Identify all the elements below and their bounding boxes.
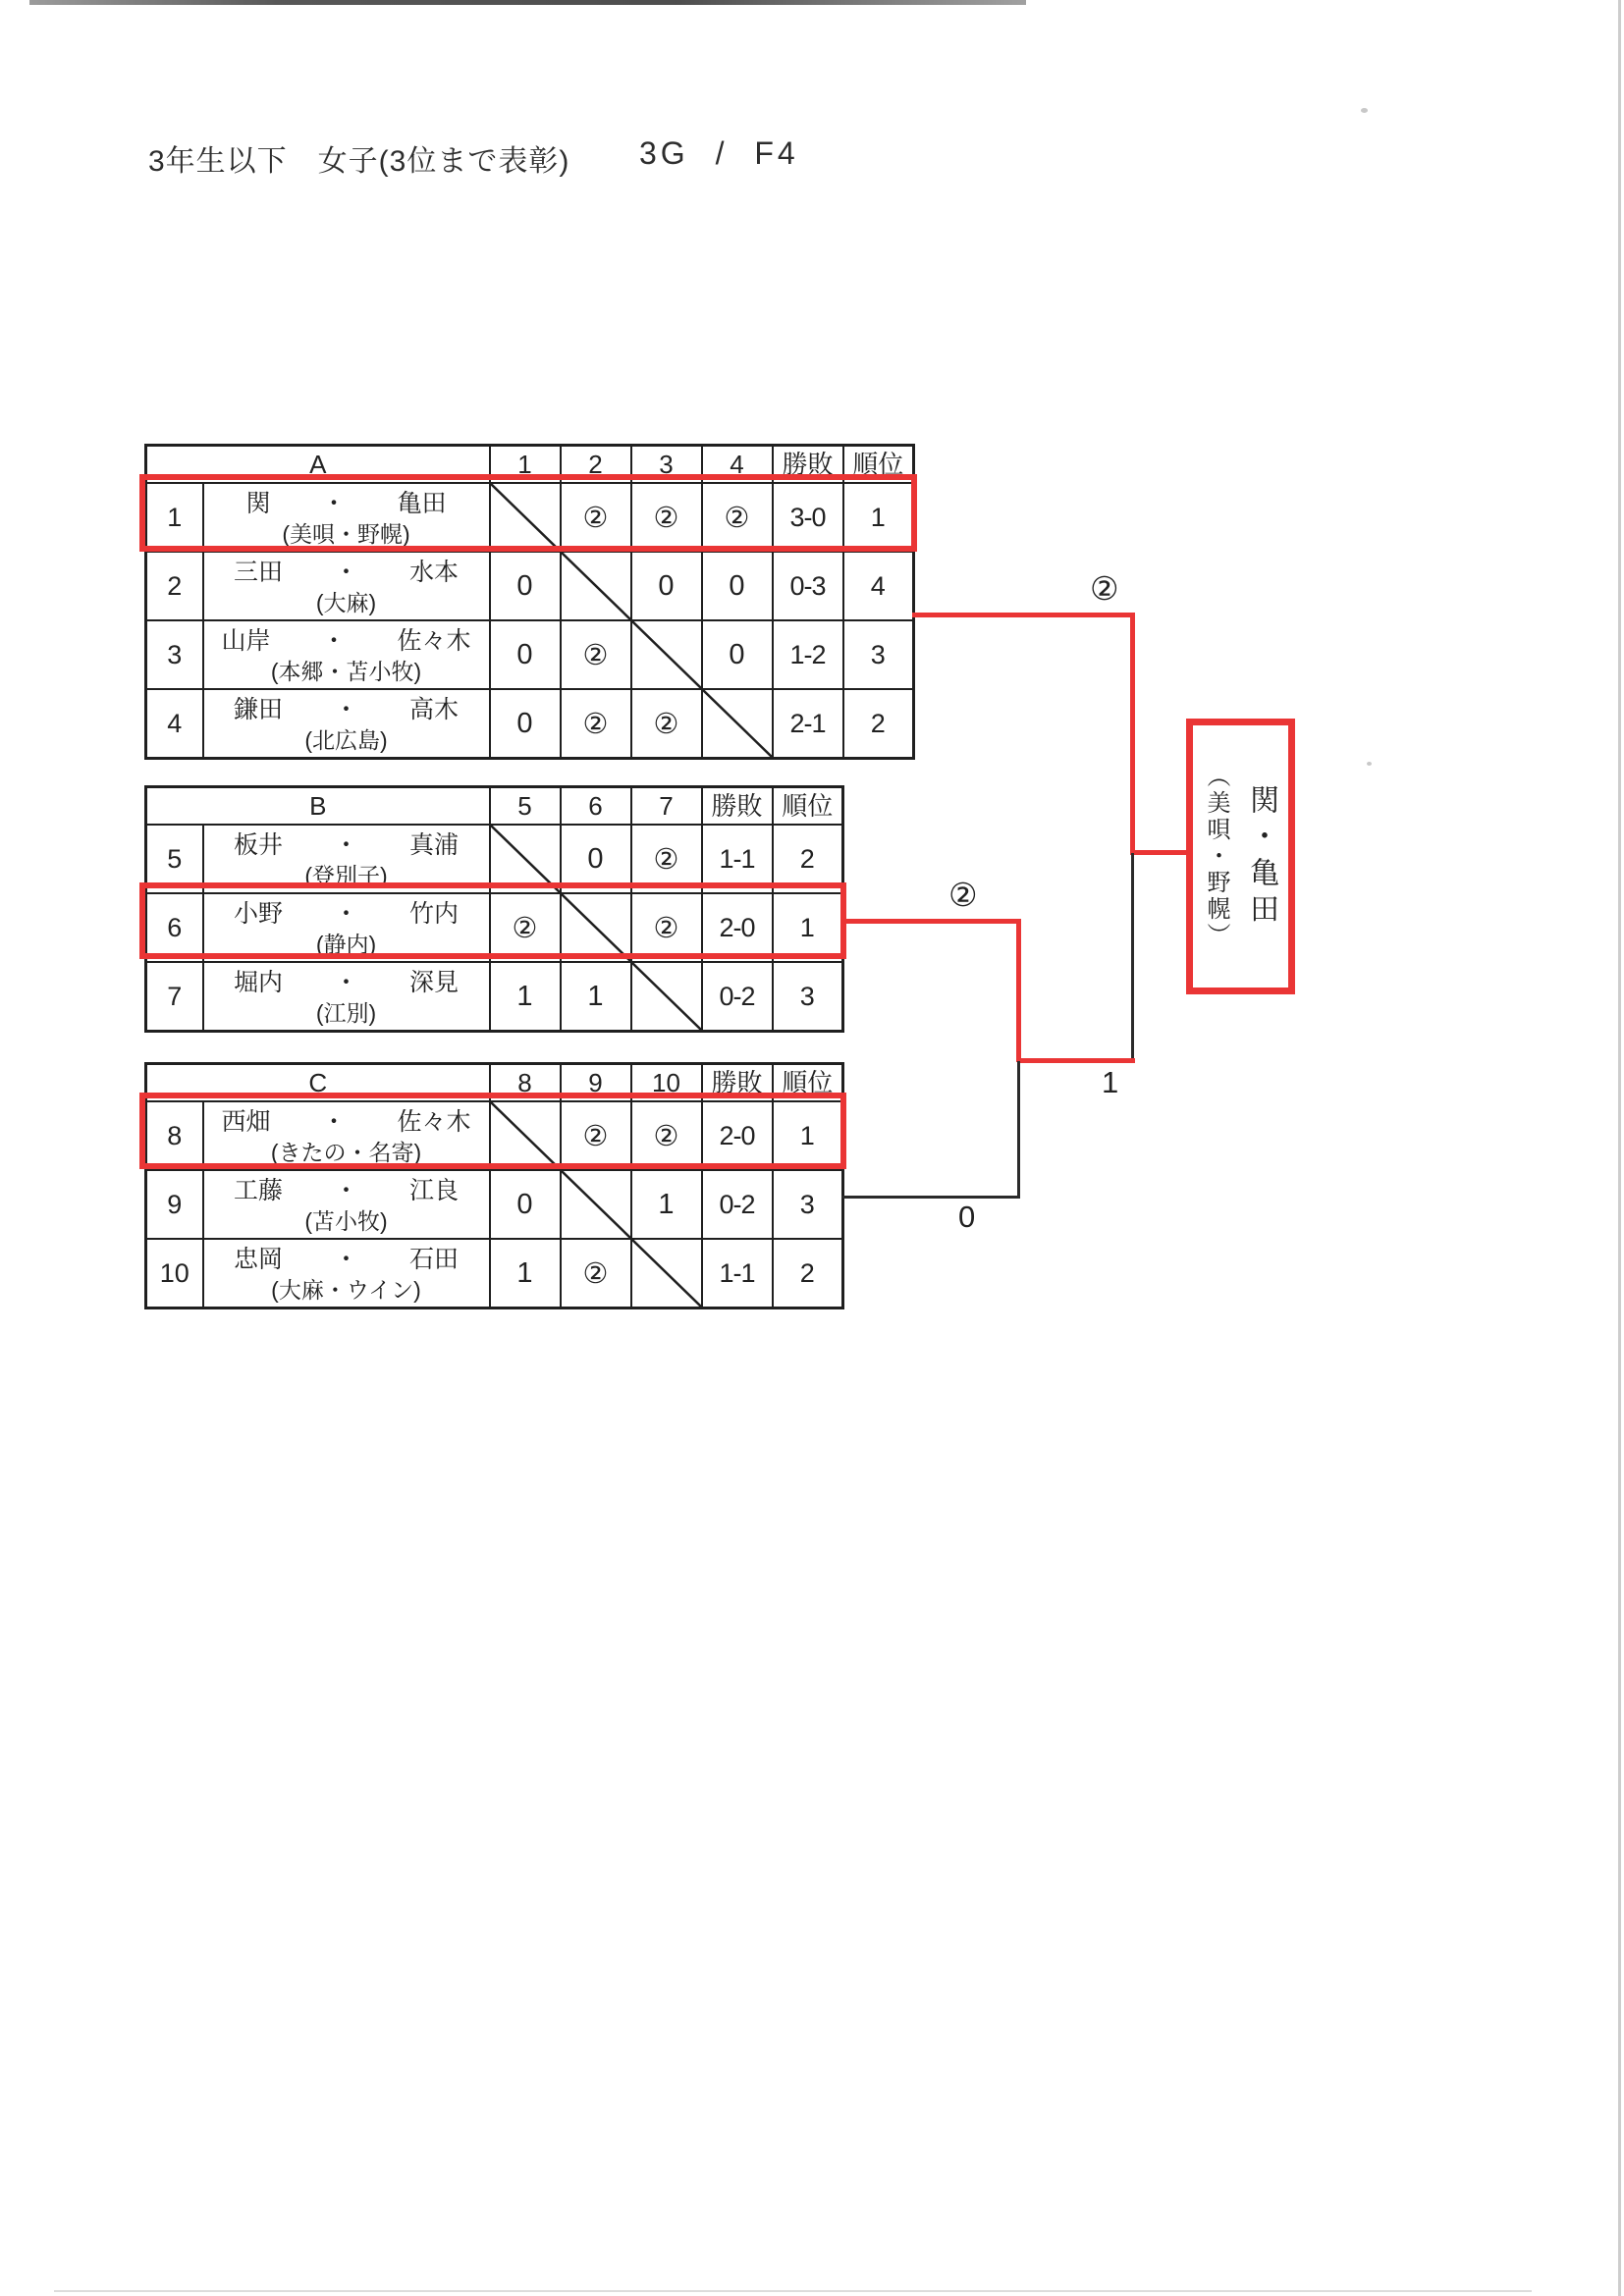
highlight-group-c-winner bbox=[139, 1093, 846, 1169]
win-loss-cell: 1-1 bbox=[702, 825, 773, 893]
champion-club-names: 美唄・野幌 bbox=[1203, 790, 1229, 923]
score-cell: 1 bbox=[490, 962, 561, 1032]
player-2: 竹内 bbox=[409, 900, 460, 929]
team-cell bbox=[203, 1239, 490, 1308]
scan-edge-artifact-top bbox=[29, 0, 1026, 5]
player-1: 三田 bbox=[233, 559, 283, 587]
team-cell bbox=[203, 1170, 490, 1239]
champion-club bbox=[1199, 764, 1233, 949]
team-cell bbox=[203, 689, 490, 759]
vertical-paren-close: ︶ bbox=[1203, 923, 1229, 949]
col-header: 10 bbox=[631, 1064, 702, 1102]
semifinal-score-loser: 0 bbox=[958, 1200, 976, 1234]
club-name: (登別子) bbox=[304, 862, 388, 888]
scan-edge-artifact-right bbox=[1618, 0, 1621, 2296]
rank-cell: 1 bbox=[843, 483, 914, 552]
player-1: 小野 bbox=[233, 900, 283, 929]
group-a-header: A bbox=[146, 446, 490, 484]
pair-dot: ・ bbox=[333, 969, 358, 997]
score-cell: ② bbox=[631, 483, 702, 552]
score-cell: ② bbox=[631, 689, 702, 759]
rank-cell: 3 bbox=[773, 962, 843, 1032]
diagonal-line bbox=[703, 690, 772, 757]
score-cell: ② bbox=[561, 620, 631, 689]
score-cell: ② bbox=[561, 1239, 631, 1308]
player-1: 山岸 bbox=[221, 627, 271, 656]
col-header: 9 bbox=[561, 1064, 631, 1102]
pair-dot: ・ bbox=[321, 490, 347, 518]
player-2: 深見 bbox=[409, 969, 460, 997]
row-number: 6 bbox=[146, 893, 203, 962]
win-loss-cell: 0-2 bbox=[702, 1170, 773, 1239]
diagonal-line bbox=[632, 963, 701, 1030]
club-name: (静内) bbox=[315, 931, 377, 957]
win-loss-cell: 0-2 bbox=[702, 962, 773, 1032]
table-row bbox=[146, 620, 914, 689]
bracket-line-semifinal-winner bbox=[1019, 1058, 1135, 1063]
win-loss-cell: 2-1 bbox=[773, 689, 843, 759]
rank-cell: 2 bbox=[843, 689, 914, 759]
win-loss-cell: 1-1 bbox=[702, 1239, 773, 1308]
final-score-loser: 1 bbox=[1102, 1065, 1119, 1099]
player-1: 工藤 bbox=[233, 1177, 283, 1205]
rank-cell: 3 bbox=[843, 620, 914, 689]
rank-header: 順位 bbox=[773, 1064, 843, 1102]
club-name: (大麻・ウイン) bbox=[271, 1276, 421, 1303]
player-1: 鎌田 bbox=[233, 696, 283, 724]
highlight-group-a-winner bbox=[139, 474, 917, 552]
rank-cell: 4 bbox=[843, 552, 914, 620]
self-cell bbox=[561, 552, 631, 620]
pair-dot: ・ bbox=[333, 1246, 358, 1274]
pair-dot: ・ bbox=[333, 1177, 358, 1205]
player-1: 堀内 bbox=[233, 969, 283, 997]
win-loss-cell: 0-3 bbox=[773, 552, 843, 620]
rank-header: 順位 bbox=[843, 446, 914, 484]
pair-dot: ・ bbox=[321, 1108, 347, 1137]
score-cell: 1 bbox=[490, 1239, 561, 1308]
col-header: 4 bbox=[702, 446, 773, 484]
player-2: 石田 bbox=[409, 1246, 460, 1274]
club-name: (北広島) bbox=[304, 726, 388, 753]
win-loss-cell: 3-0 bbox=[773, 483, 843, 552]
bracket-line-c-winner bbox=[841, 1196, 1020, 1199]
row-number: 1 bbox=[146, 483, 203, 552]
club-name: (江別) bbox=[315, 999, 377, 1026]
player-1: 関 bbox=[245, 490, 271, 518]
bracket-line-final-winner bbox=[1130, 850, 1189, 855]
bracket-line-a-winner-drop bbox=[1130, 613, 1135, 855]
bracket-line-a-winner bbox=[912, 613, 1135, 617]
player-2: 江良 bbox=[409, 1177, 460, 1205]
score-cell: 1 bbox=[561, 962, 631, 1032]
table-row bbox=[146, 1239, 843, 1308]
rank-cell: 2 bbox=[773, 825, 843, 893]
col-header: 3 bbox=[631, 446, 702, 484]
rank-cell: 1 bbox=[773, 893, 843, 962]
score-cell: 0 bbox=[702, 552, 773, 620]
score-cell: 0 bbox=[490, 1170, 561, 1239]
row-number: 10 bbox=[146, 1239, 203, 1308]
pair-dot: ・ bbox=[333, 696, 358, 724]
rank-cell: 1 bbox=[773, 1101, 843, 1170]
score-cell: 0 bbox=[490, 689, 561, 759]
self-cell bbox=[631, 1239, 702, 1308]
rank-cell: 3 bbox=[773, 1170, 843, 1239]
player-1: 西畑 bbox=[221, 1108, 271, 1137]
table-row bbox=[146, 552, 914, 620]
row-number: 9 bbox=[146, 1170, 203, 1239]
self-cell bbox=[702, 689, 773, 759]
vertical-paren-open: ︵ bbox=[1203, 764, 1229, 790]
row-number: 8 bbox=[146, 1101, 203, 1170]
diagonal-line bbox=[632, 1240, 701, 1307]
col-header: 6 bbox=[561, 787, 631, 826]
team-cell bbox=[203, 552, 490, 620]
self-cell bbox=[561, 1170, 631, 1239]
score-cell: ② bbox=[561, 1101, 631, 1170]
score-cell: 1 bbox=[631, 1170, 702, 1239]
score-cell: 0 bbox=[490, 552, 561, 620]
player-2: 水本 bbox=[409, 559, 460, 587]
highlight-group-b-winner bbox=[139, 882, 846, 959]
sheet-code: 3G / F4 bbox=[639, 135, 799, 171]
pair-dot: ・ bbox=[333, 900, 358, 929]
team-cell bbox=[203, 620, 490, 689]
page-title: 3年生以下 女子(3位まで表彰) bbox=[148, 145, 570, 178]
group-c-header: C bbox=[146, 1064, 490, 1102]
table-row bbox=[146, 1170, 843, 1239]
score-cell: 0 bbox=[631, 552, 702, 620]
col-header: 2 bbox=[561, 446, 631, 484]
col-header: 5 bbox=[490, 787, 561, 826]
player-2: 亀田 bbox=[397, 490, 447, 518]
team-cell bbox=[203, 962, 490, 1032]
player-2: 佐々木 bbox=[397, 627, 471, 656]
pair-dot: ・ bbox=[333, 559, 358, 587]
row-number: 3 bbox=[146, 620, 203, 689]
score-cell: 0 bbox=[490, 620, 561, 689]
win-loss-header: 勝敗 bbox=[702, 1064, 773, 1102]
score-cell: 0 bbox=[702, 620, 773, 689]
pair-dot: ・ bbox=[321, 627, 347, 656]
diagonal-line bbox=[562, 553, 630, 619]
scan-speck bbox=[1361, 108, 1368, 113]
score-cell: ② bbox=[631, 1101, 702, 1170]
champion-player-names: 関・亀田 bbox=[1245, 783, 1277, 930]
col-header: 8 bbox=[490, 1064, 561, 1102]
self-cell bbox=[631, 962, 702, 1032]
table-row bbox=[146, 689, 914, 759]
score-cell: 0 bbox=[561, 825, 631, 893]
win-loss-cell: 1-2 bbox=[773, 620, 843, 689]
table-row bbox=[146, 962, 843, 1032]
semifinal-score-winner: ② bbox=[948, 877, 978, 913]
club-name: (きたの・名寄) bbox=[270, 1139, 422, 1165]
win-loss-cell: 2-0 bbox=[702, 1101, 773, 1170]
diagonal-line bbox=[632, 621, 701, 688]
score-cell: ② bbox=[702, 483, 773, 552]
win-loss-header: 勝敗 bbox=[702, 787, 773, 826]
win-loss-cell: 2-0 bbox=[702, 893, 773, 962]
col-header: 1 bbox=[490, 446, 561, 484]
scan-speck bbox=[1367, 762, 1372, 766]
player-2: 高木 bbox=[409, 696, 460, 724]
club-name: (本郷・苫小牧) bbox=[270, 658, 422, 684]
player-2: 佐々木 bbox=[397, 1108, 471, 1137]
score-cell: ② bbox=[631, 893, 702, 962]
row-number: 4 bbox=[146, 689, 203, 759]
pair-dot: ・ bbox=[333, 831, 358, 860]
bracket-line-semifinal-join bbox=[1017, 1061, 1020, 1199]
win-loss-header: 勝敗 bbox=[773, 446, 843, 484]
champion-box bbox=[1186, 719, 1295, 994]
scan-edge-artifact-bottom bbox=[54, 2290, 1532, 2292]
row-number: 7 bbox=[146, 962, 203, 1032]
bracket-line-final-join bbox=[1131, 853, 1134, 1061]
bracket-line-b-winner bbox=[841, 919, 1021, 924]
club-name: (大麻) bbox=[315, 589, 377, 615]
row-number: 5 bbox=[146, 825, 203, 893]
group-b-header: B bbox=[146, 787, 490, 826]
score-cell: ② bbox=[490, 893, 561, 962]
score-cell: ② bbox=[631, 825, 702, 893]
player-1: 板井 bbox=[233, 831, 283, 860]
rank-header: 順位 bbox=[773, 787, 843, 826]
player-2: 真浦 bbox=[409, 831, 460, 860]
rank-cell: 2 bbox=[773, 1239, 843, 1308]
self-cell bbox=[631, 620, 702, 689]
row-number: 2 bbox=[146, 552, 203, 620]
score-cell: ② bbox=[561, 689, 631, 759]
score-cell: ② bbox=[561, 483, 631, 552]
club-name: (苫小牧) bbox=[304, 1207, 388, 1234]
col-header: 7 bbox=[631, 787, 702, 826]
bracket-line-b-winner-drop bbox=[1016, 919, 1021, 1062]
final-score-winner: ② bbox=[1090, 570, 1119, 607]
club-name: (美唄・野幌) bbox=[282, 520, 410, 547]
player-1: 忠岡 bbox=[233, 1246, 283, 1274]
diagonal-line bbox=[562, 1171, 630, 1238]
